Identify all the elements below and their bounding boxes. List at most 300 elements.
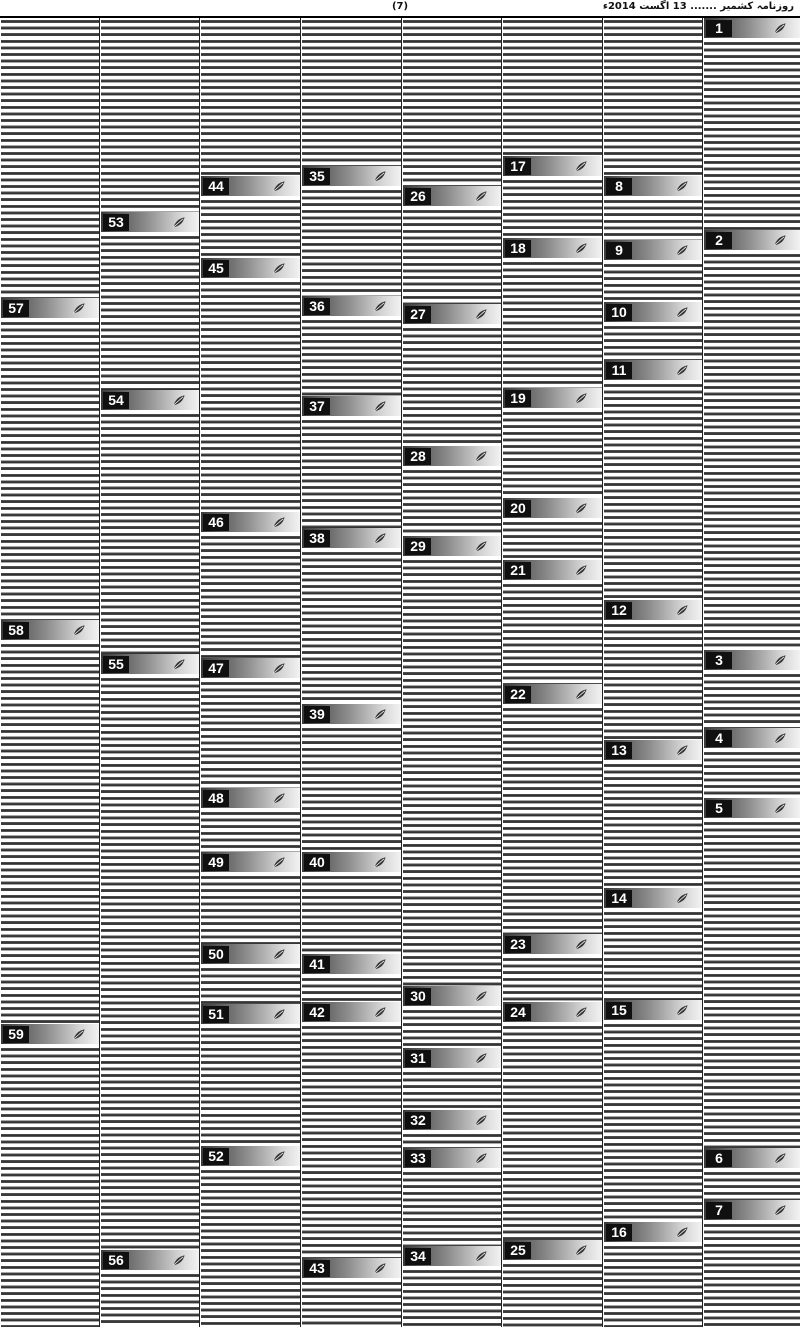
item-banner <box>604 302 702 322</box>
column-2 <box>604 18 702 1327</box>
item-number: 44 <box>203 178 229 195</box>
item-number: 30 <box>405 988 431 1005</box>
item-body-text <box>704 1222 800 1327</box>
item-number: 32 <box>405 1112 431 1129</box>
leaf-ornament-icon <box>373 531 387 545</box>
item-number: 2 <box>706 232 732 249</box>
article-item <box>403 304 501 446</box>
item-body-text <box>604 324 702 360</box>
item-number: 36 <box>304 298 330 315</box>
leaf-ornament-icon <box>373 957 387 971</box>
item-number: 18 <box>505 240 531 257</box>
item-body-text <box>403 208 501 304</box>
item-body-text <box>101 1272 199 1327</box>
item-body-text <box>403 1132 501 1148</box>
leaf-ornament-icon <box>773 233 787 247</box>
item-number: 16 <box>606 1224 632 1241</box>
item-body-text <box>1 1046 99 1327</box>
article-item <box>1 1024 99 1327</box>
item-banner <box>503 560 602 580</box>
article-item <box>503 1240 602 1327</box>
item-body-text <box>503 582 602 684</box>
article-item <box>201 1004 300 1146</box>
leaf-ornament-icon <box>675 179 689 193</box>
item-number: 55 <box>103 656 129 673</box>
leaf-ornament-icon <box>675 743 689 757</box>
item-banner <box>503 934 602 954</box>
article-item <box>201 944 300 1004</box>
leaf-ornament-icon <box>373 1005 387 1019</box>
article-item <box>604 600 702 740</box>
item-number: 34 <box>405 1248 431 1265</box>
leaf-ornament-icon <box>373 855 387 869</box>
column-divider <box>602 18 603 1327</box>
item-banner <box>1 298 99 318</box>
column-7 <box>101 18 199 1327</box>
article-item <box>604 740 702 888</box>
item-number: 7 <box>706 1202 732 1219</box>
item-body-text <box>201 280 300 512</box>
item-banner <box>403 536 501 556</box>
item-body-text <box>503 706 602 934</box>
item-banner <box>604 360 702 380</box>
item-body-text <box>604 1022 702 1222</box>
item-body-text <box>503 410 602 498</box>
item-banner <box>403 1048 501 1068</box>
item-body-text <box>403 326 501 446</box>
item-banner <box>503 1002 602 1022</box>
item-number: 41 <box>304 956 330 973</box>
item-number: 35 <box>304 168 330 185</box>
leaf-ornament-icon <box>773 1151 787 1165</box>
item-banner <box>403 1148 501 1168</box>
column-8 <box>1 18 99 1327</box>
item-banner <box>503 388 602 408</box>
item-body-text <box>101 412 199 654</box>
leaf-ornament-icon <box>272 855 286 869</box>
item-body-text <box>704 252 800 650</box>
article-item <box>302 1002 401 1258</box>
article-item <box>704 1200 800 1327</box>
item-body-text <box>302 550 401 704</box>
leaf-ornament-icon <box>675 603 689 617</box>
leaf-ornament-icon <box>72 1027 86 1041</box>
item-number: 28 <box>405 448 431 465</box>
article-item <box>704 230 800 650</box>
item-number: 38 <box>304 530 330 547</box>
item-body-text <box>201 874 300 944</box>
leaf-ornament-icon <box>474 1051 488 1065</box>
leaf-ornament-icon <box>675 1003 689 1017</box>
leaf-ornament-icon <box>574 391 588 405</box>
item-number: 25 <box>505 1242 531 1259</box>
article-item <box>503 1002 602 1240</box>
item-number: 6 <box>706 1150 732 1167</box>
leaf-ornament-icon <box>574 563 588 577</box>
item-body-text <box>201 198 300 258</box>
item-number: 59 <box>3 1026 29 1043</box>
item-number: 53 <box>103 214 129 231</box>
item-body-text <box>302 1280 401 1327</box>
page-number: (7) <box>391 1 409 12</box>
item-body-text <box>302 318 401 396</box>
leaf-ornament-icon <box>474 449 488 463</box>
article-item <box>503 934 602 1002</box>
article-item <box>604 1000 702 1222</box>
item-number: 21 <box>505 562 531 579</box>
leaf-ornament-icon <box>574 159 588 173</box>
leaf-ornament-icon <box>72 301 86 315</box>
item-number: 14 <box>606 890 632 907</box>
item-banner <box>704 18 800 38</box>
item-number: 8 <box>606 178 632 195</box>
item-banner <box>101 654 199 674</box>
item-banner <box>604 1000 702 1020</box>
item-body-text <box>503 956 602 1002</box>
item-body-text <box>704 820 800 1148</box>
leaf-ornament-icon <box>373 299 387 313</box>
item-banner <box>503 238 602 258</box>
article-item <box>403 186 501 304</box>
leaf-ornament-icon <box>272 791 286 805</box>
item-body-text <box>704 750 800 798</box>
item-body-text <box>403 1008 501 1048</box>
column-divider <box>401 18 402 1327</box>
leaf-ornament-icon <box>474 1151 488 1165</box>
column-5 <box>302 18 401 1327</box>
article-item <box>704 728 800 798</box>
leaf-ornament-icon <box>574 1005 588 1019</box>
article-item <box>302 704 401 852</box>
leaf-ornament-icon <box>272 515 286 529</box>
item-banner <box>403 446 501 466</box>
leaf-ornament-icon <box>474 989 488 1003</box>
article-item <box>403 1048 501 1110</box>
leaf-ornament-icon <box>272 1149 286 1163</box>
item-banner <box>302 954 401 974</box>
column-divider <box>99 18 100 1327</box>
column-1 <box>704 18 800 1327</box>
item-banner <box>302 1002 401 1022</box>
item-banner <box>101 212 199 232</box>
leaf-ornament-icon <box>773 731 787 745</box>
article-item <box>201 512 300 658</box>
item-number: 45 <box>203 260 229 277</box>
item-body-text <box>201 534 300 658</box>
column-divider <box>501 18 502 1327</box>
leaf-ornament-icon <box>272 179 286 193</box>
page-header <box>0 0 800 18</box>
item-number: 24 <box>505 1004 531 1021</box>
item-body-text <box>503 520 602 560</box>
item-banner <box>302 852 401 872</box>
item-body-text <box>1 642 99 1024</box>
leaf-ornament-icon <box>474 1249 488 1263</box>
article-item <box>403 1148 501 1246</box>
article-item <box>101 654 199 1250</box>
item-body-text <box>704 1170 800 1200</box>
masthead-date: روزنامہ کشمیر ....... 13 اگست 2014ء <box>602 1 794 12</box>
item-number: 48 <box>203 790 229 807</box>
item-body-text <box>704 40 800 230</box>
item-banner <box>302 166 401 186</box>
article-item <box>302 396 401 528</box>
item-number: 27 <box>405 306 431 323</box>
item-number: 43 <box>304 1260 330 1277</box>
article-item <box>604 302 702 360</box>
item-body-text <box>201 810 300 852</box>
article-item <box>302 528 401 704</box>
column-divider <box>199 18 200 1327</box>
article-item <box>604 176 702 240</box>
article-item <box>403 986 501 1048</box>
leaf-ornament-icon <box>474 307 488 321</box>
item-banner <box>201 658 300 678</box>
item-banner <box>604 176 702 196</box>
leaf-ornament-icon <box>773 801 787 815</box>
item-body-text <box>302 418 401 528</box>
leaf-ornament-icon <box>272 261 286 275</box>
article-item <box>201 852 300 944</box>
item-number: 50 <box>203 946 229 963</box>
item-body-text <box>101 234 199 390</box>
item-body-text <box>503 1262 602 1327</box>
item-banner <box>503 684 602 704</box>
item-banner <box>302 1258 401 1278</box>
item-banner <box>403 986 501 1006</box>
article-item <box>201 788 300 852</box>
leaf-ornament-icon <box>675 1225 689 1239</box>
item-banner <box>704 728 800 748</box>
column-6 <box>201 18 300 1327</box>
leaf-ornament-icon <box>474 539 488 553</box>
item-number: 1 <box>706 20 732 37</box>
item-number: 56 <box>103 1252 129 1269</box>
leaf-ornament-icon <box>574 687 588 701</box>
item-body-text <box>403 1268 501 1327</box>
item-banner <box>201 258 300 278</box>
leaf-ornament-icon <box>373 399 387 413</box>
item-banner <box>403 186 501 206</box>
article-item <box>403 1246 501 1327</box>
article-item <box>201 658 300 788</box>
leaf-ornament-icon <box>474 189 488 203</box>
item-number: 13 <box>606 742 632 759</box>
item-banner <box>403 1246 501 1266</box>
item-number: 52 <box>203 1148 229 1165</box>
item-number: 11 <box>606 362 632 379</box>
article-item <box>1 620 99 1024</box>
article-item <box>201 1146 300 1327</box>
article-item <box>302 954 401 1002</box>
article-item <box>503 388 602 498</box>
item-banner <box>503 498 602 518</box>
article-item <box>604 888 702 1000</box>
item-banner <box>1 1024 99 1044</box>
item-banner <box>201 944 300 964</box>
leaf-ornament-icon <box>172 215 186 229</box>
item-number: 15 <box>606 1002 632 1019</box>
item-body-text <box>302 726 401 852</box>
item-number: 10 <box>606 304 632 321</box>
item-number: 58 <box>3 622 29 639</box>
item-banner <box>604 888 702 908</box>
item-number: 19 <box>505 390 531 407</box>
article-item <box>503 560 602 684</box>
item-banner <box>1 620 99 640</box>
leaf-ornament-icon <box>272 661 286 675</box>
item-banner <box>302 396 401 416</box>
leaf-ornament-icon <box>773 21 787 35</box>
leaf-ornament-icon <box>773 1203 787 1217</box>
item-body-text <box>101 676 199 1250</box>
leaf-ornament-icon <box>574 1243 588 1257</box>
article-item <box>302 296 401 396</box>
article-item <box>704 1148 800 1200</box>
article-item <box>604 240 702 302</box>
article-item <box>302 1258 401 1327</box>
leaf-ornament-icon <box>172 393 186 407</box>
item-body-text <box>201 966 300 1004</box>
item-number: 31 <box>405 1050 431 1067</box>
item-body-text <box>604 198 702 240</box>
column-divider <box>702 18 703 1327</box>
article-item <box>302 166 401 296</box>
leaf-ornament-icon <box>675 363 689 377</box>
item-body-text <box>704 672 800 728</box>
leaf-ornament-icon <box>574 241 588 255</box>
column-3 <box>503 18 602 1327</box>
item-banner <box>403 1110 501 1130</box>
item-body-text <box>302 188 401 296</box>
item-number: 22 <box>505 686 531 703</box>
item-number: 37 <box>304 398 330 415</box>
item-number: 47 <box>203 660 229 677</box>
item-body-text <box>503 260 602 388</box>
leaf-ornament-icon <box>172 657 186 671</box>
item-number: 46 <box>203 514 229 531</box>
item-banner <box>704 1148 800 1168</box>
article-item <box>704 650 800 728</box>
item-body-text <box>302 874 401 954</box>
item-banner <box>704 798 800 818</box>
leaf-ornament-icon <box>574 937 588 951</box>
item-number: 17 <box>505 158 531 175</box>
item-banner <box>201 788 300 808</box>
item-banner <box>403 304 501 324</box>
item-number: 57 <box>3 300 29 317</box>
article-item <box>403 1110 501 1148</box>
article-item <box>201 176 300 258</box>
item-body-text <box>201 1168 300 1327</box>
item-body-text <box>201 1026 300 1146</box>
article-item <box>403 536 501 986</box>
item-number: 3 <box>706 652 732 669</box>
article-item <box>302 852 401 954</box>
leaf-ornament-icon <box>172 1253 186 1267</box>
leaf-ornament-icon <box>773 653 787 667</box>
item-body-text <box>201 680 300 788</box>
item-number: 51 <box>203 1006 229 1023</box>
item-banner <box>704 230 800 250</box>
leaf-ornament-icon <box>675 891 689 905</box>
item-banner <box>101 1250 199 1270</box>
article-item <box>604 1222 702 1327</box>
item-body-text <box>604 1244 702 1327</box>
item-number: 39 <box>304 706 330 723</box>
leaf-ornament-icon <box>574 501 588 515</box>
item-number: 5 <box>706 800 732 817</box>
item-banner <box>201 176 300 196</box>
item-banner <box>302 704 401 724</box>
item-number: 40 <box>304 854 330 871</box>
leaf-ornament-icon <box>272 1007 286 1021</box>
item-number: 29 <box>405 538 431 555</box>
leaf-ornament-icon <box>373 169 387 183</box>
item-banner <box>302 296 401 316</box>
item-number: 12 <box>606 602 632 619</box>
item-body-text <box>302 1024 401 1258</box>
article-item <box>101 1250 199 1327</box>
article-item <box>201 258 300 512</box>
item-number: 49 <box>203 854 229 871</box>
article-item <box>704 18 800 230</box>
item-banner <box>503 156 602 176</box>
article-item <box>1 298 99 620</box>
article-item <box>503 684 602 934</box>
item-number: 23 <box>505 936 531 953</box>
item-number: 9 <box>606 242 632 259</box>
item-banner <box>604 1222 702 1242</box>
item-banner <box>604 740 702 760</box>
item-body-text <box>1 320 99 620</box>
item-body-text <box>604 382 702 600</box>
item-number: 26 <box>405 188 431 205</box>
article-item <box>403 446 501 536</box>
item-body-text <box>403 468 501 536</box>
item-number: 4 <box>706 730 732 747</box>
item-banner <box>704 1200 800 1220</box>
leaf-ornament-icon <box>373 1261 387 1275</box>
article-item <box>101 390 199 654</box>
item-banner <box>101 390 199 410</box>
column-divider <box>300 18 301 1327</box>
item-body-text <box>302 976 401 1002</box>
item-body-text <box>503 1024 602 1240</box>
leaf-ornament-icon <box>675 305 689 319</box>
item-number: 42 <box>304 1004 330 1021</box>
item-body-text <box>604 910 702 1000</box>
leaf-ornament-icon <box>373 707 387 721</box>
item-body-text <box>403 558 501 986</box>
item-banner <box>704 650 800 670</box>
item-banner <box>503 1240 602 1260</box>
column-4 <box>403 18 501 1327</box>
item-body-text <box>604 622 702 740</box>
item-banner <box>302 528 401 548</box>
item-banner <box>201 1004 300 1024</box>
item-banner <box>604 240 702 260</box>
item-number: 33 <box>405 1150 431 1167</box>
item-body-text <box>403 1170 501 1246</box>
article-item <box>503 238 602 388</box>
item-body-text <box>503 178 602 238</box>
leaf-ornament-icon <box>474 1113 488 1127</box>
leaf-ornament-icon <box>72 623 86 637</box>
leaf-ornament-icon <box>675 243 689 257</box>
item-body-text <box>604 762 702 888</box>
item-banner <box>201 1146 300 1166</box>
